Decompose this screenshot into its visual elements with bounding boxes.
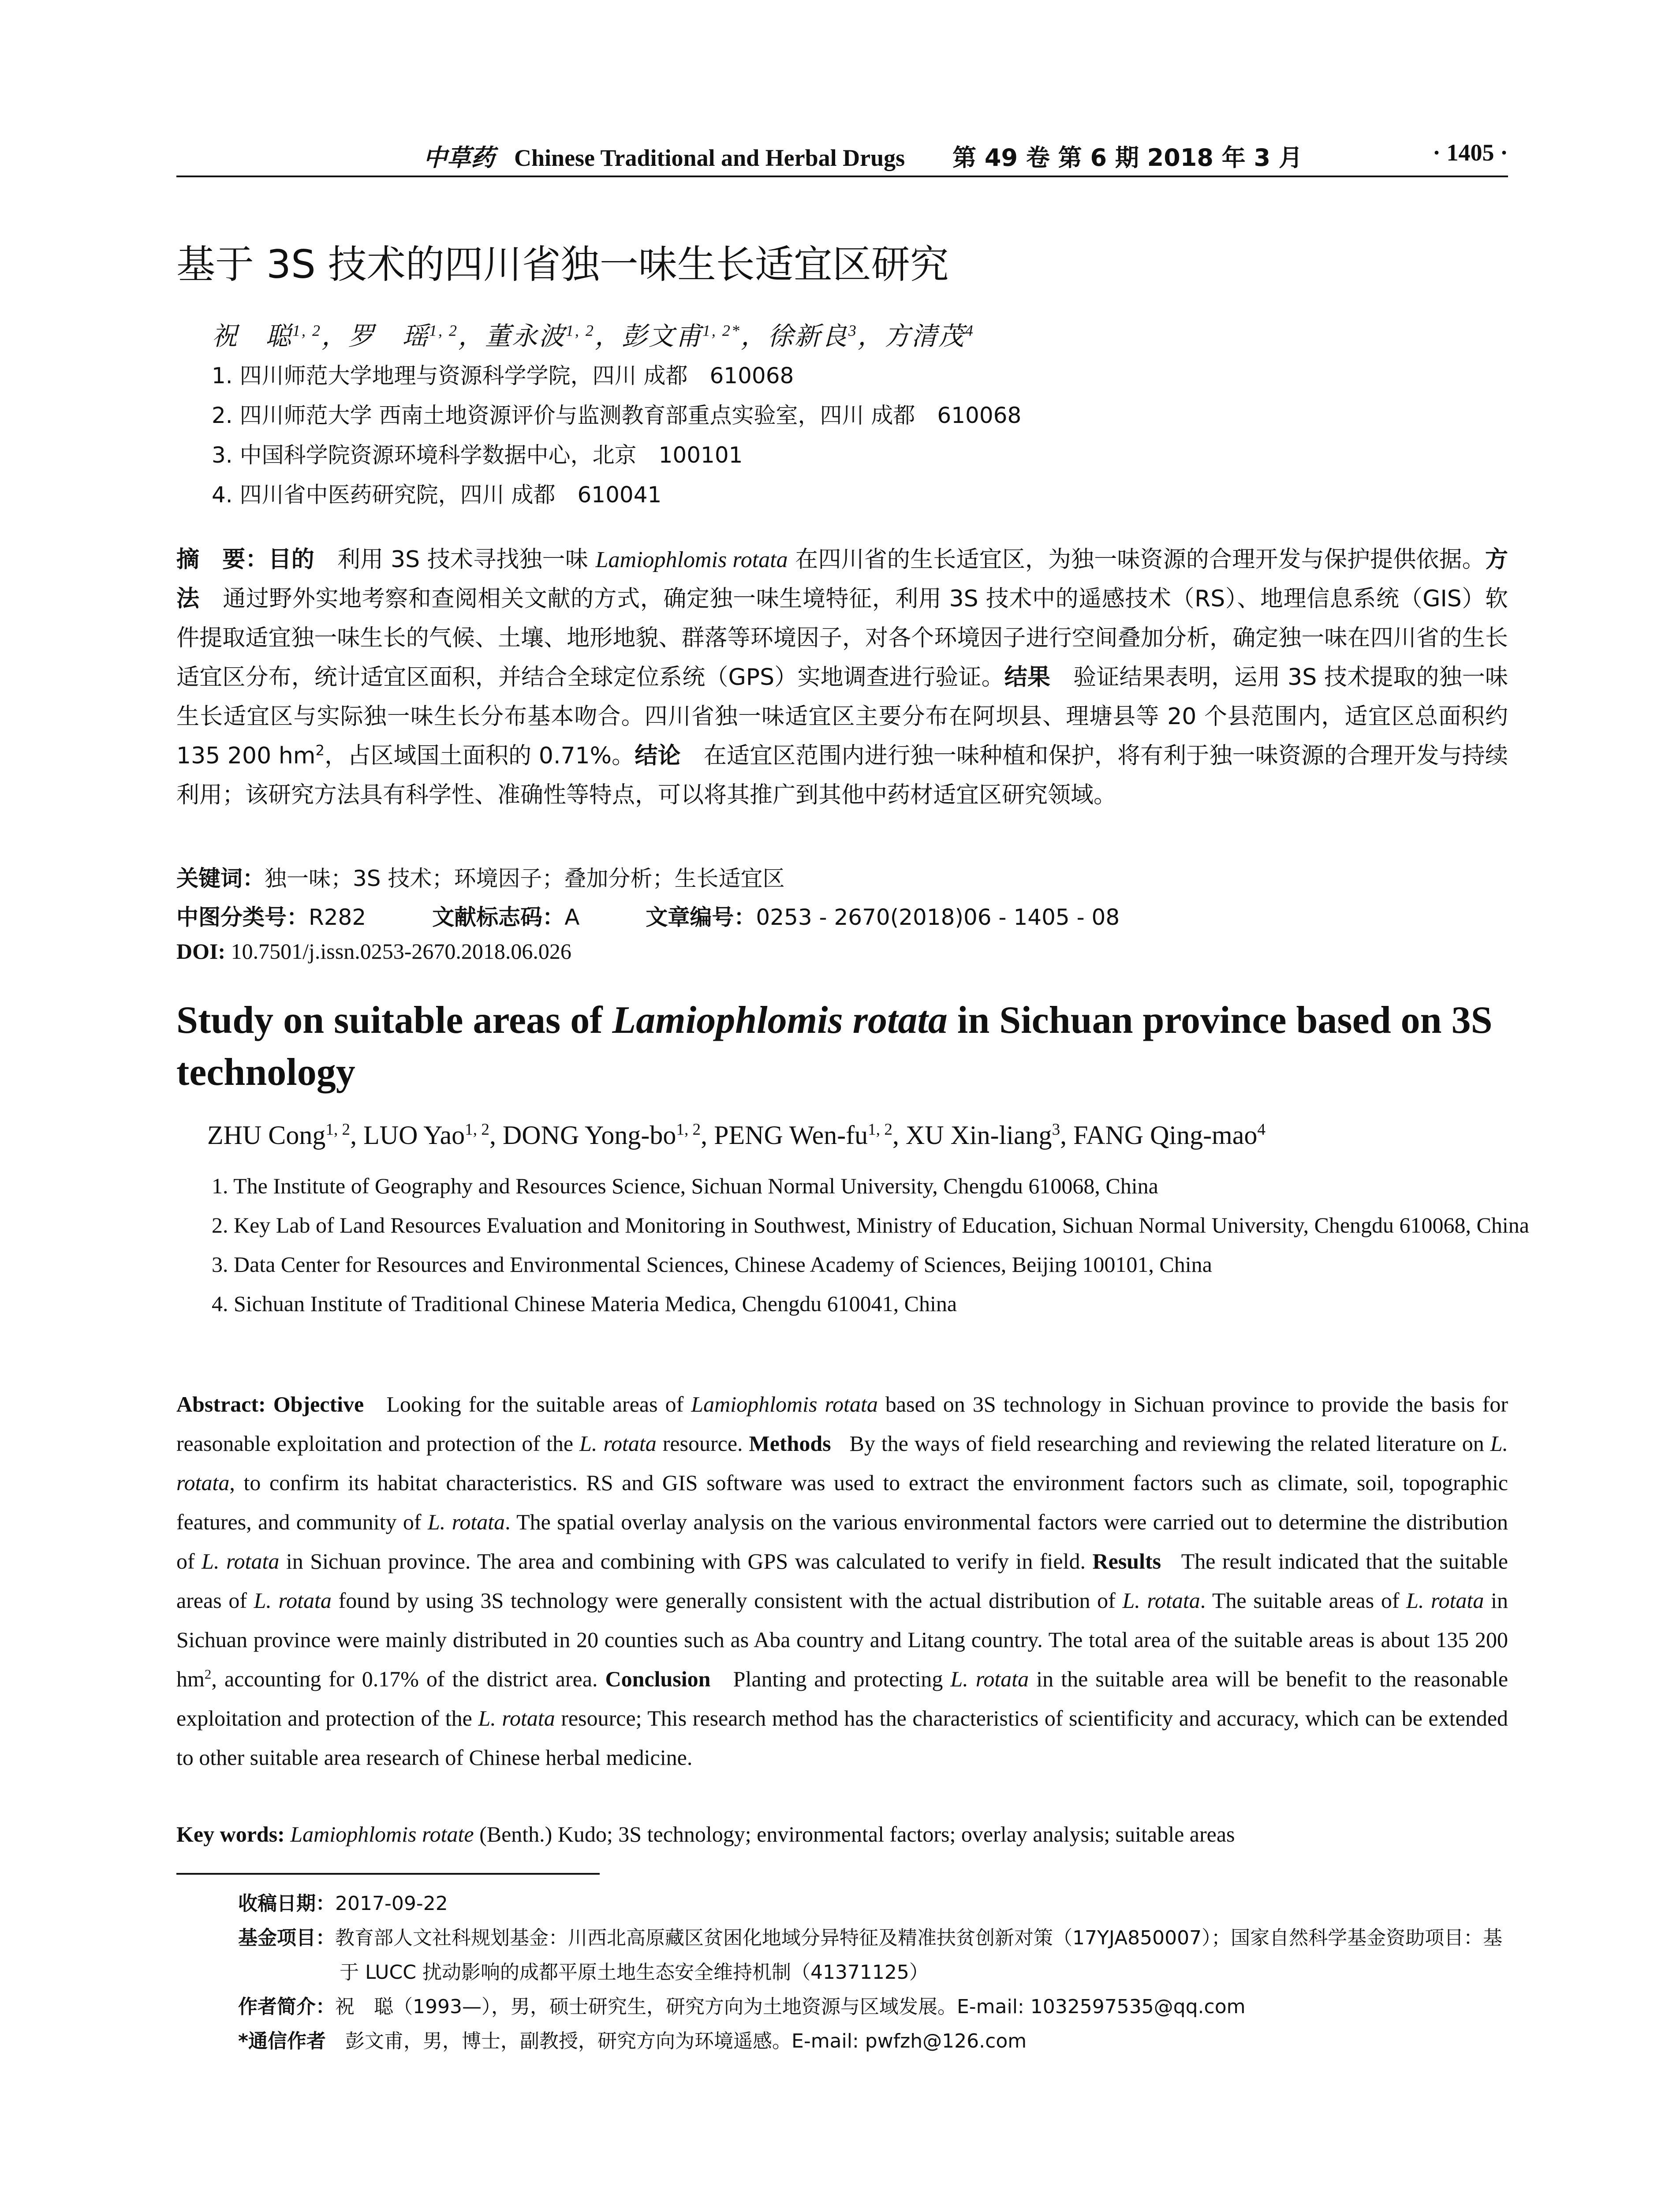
author-cn-sup: 1, 2 [565,321,595,340]
author-en: FANG Qing-mao [1073,1121,1258,1150]
methods-en-label: Methods [749,1431,831,1456]
author-cn-sup: 1, 2 [292,321,321,340]
keywords-en-label: Key words: [176,1822,285,1846]
keywords-en [176,1821,1235,1847]
classification-line [176,900,1120,931]
objective-en-label: Objective [273,1392,364,1416]
authors-cn: 祝 聪$^{1, 2}$，罗 瑶$^{1, 2}$，董永波$^{1, 2}$，彭文甫$^{1, 2*}$，徐新良$^3$，方清茂$^4$ [212,321,974,351]
species-name: Lamiophlomis rotata [595,547,788,572]
species-name: Lamiophlomis rotata [691,1392,878,1416]
affiliation-cn: 4. 四川省中医药研究院，四川 成都 610041 [212,482,662,508]
footnotes [238,1887,1508,2059]
abstract-cn-label: 摘 要： [176,546,269,573]
results-en-label: Results [1092,1549,1161,1573]
doi-line [176,938,571,964]
abstract-en-text: resource. [656,1431,743,1456]
footnote-rule [176,1873,600,1875]
objective-cn-text: 在四川省的生长适宜区，为独一味资源的合理开发与保护提供依据。 [788,546,1485,573]
title-en [176,994,1508,1099]
superscript: 2 [315,742,325,759]
methods-cn-text: 通过野外实地考察和查阅相关文献的方式，确定独一味生境特征，利用 3S 技术中的遥感技术（RS）、地理信息系统（GIS）软件提取适宜独一味生长的气候、土壤、地形地貌、群落等环境因子，对各个环境因子进行空间叠加分析，确定独一味在四川省的生长适宜区分布，统计适宜区面积，并结合全球定位系统（GPS）实地调查进行验证。 [176,586,1508,691]
abstract-en-text: Looking for the suitable areas of [386,1392,691,1416]
received-value: 2017-09-22 [335,1892,448,1915]
author-cn-sup: 1, 2* [702,321,741,340]
keywords-cn-value: 独一味；3S 技术；环境因子；叠加分析；生长适宜区 [265,866,785,891]
author-cn: 方清茂 [884,322,965,351]
affiliation-en: 1. The Institute of Geography and Resources Science, Sichuan Normal University, Chengdu 610068, China [212,1174,1158,1198]
clc-value: R282 [309,904,366,930]
keywords-cn [176,861,784,893]
species-short-name: L. rotata [254,1588,332,1613]
doc-code-value: A [564,904,580,930]
abstract-en-text: in Sichuan province. The area and combining with GPS was calculated to verify in field. [279,1549,1086,1573]
author-cn: 徐新良 [767,322,848,351]
author-cn: 罗 瑶 [348,322,429,351]
affiliation-en: 4. Sichuan Institute of Traditional Chinese Materia Medica, Chengdu 610041, China [212,1291,957,1316]
running-header [176,139,1508,174]
article-no-value: 0253 - 2670(2018)06 - 1405 - 08 [756,904,1120,930]
corresponding-label: *通信作者 [238,2030,326,2052]
page-number: · 1405 · [1432,139,1508,166]
abstract-en-text: The result indicated that the suitable areas of [176,1549,1508,1613]
doc-code-label: 文献标志码： [432,904,565,930]
journal-name-cn: 中草药 [423,143,495,172]
clc-label: 中图分类号： [176,904,309,930]
author-en: DONG Yong-bo [502,1121,676,1150]
keywords-en-value: (Benth.) Kudo; 3S technology; environmental factors; overlay analysis; suitable areas [474,1822,1235,1846]
keywords-en-species: Lamiophlomis rotate [290,1822,474,1846]
title-cn: 基于 3S 技术的四川省独一味生长适宜区研究 [176,242,949,287]
author-cn-sup: 3 [848,321,858,340]
author-en-sup: 3 [1052,1121,1060,1139]
fund-value: 教育部人文社科规划基金：川西北高原藏区贫困化地域分异特征及精准扶贫创新对策（17YJA850007）；国家自然科学基金资助项目：基于 LUCC 扰动影响的成都平原土地生态安全维持机制（41371125） [335,1927,1503,1984]
title-en-text: in Sichuan province based on 3S technology [176,999,1493,1094]
species-short-name: L. rotata [579,1431,657,1456]
affiliation-en: 3. Data Center for Resources and Environmental Sciences, Chinese Academy of Sciences, Beijing 100101, China [212,1252,1212,1277]
species-short-name: L. rotata [176,1431,1508,1495]
author-cn: 董永波 [485,322,566,351]
corresponding-value: 彭文甫，男，博士，副教授，研究方向为环境遥感。E-mail: pwfzh@126.com [345,2030,1027,2052]
author-en-sup: 4 [1257,1121,1266,1139]
issue-info: 第 49 卷 第 6 期 2018 年 3 月 [952,144,1303,172]
abstract-en [176,1385,1508,1777]
author-en: XU Xin-liang [905,1121,1052,1150]
author-en: LUO Yao [363,1121,465,1150]
doi-value[interactable]: 10.7501/j.issn.0253-2670.2018.06.026 [231,939,571,964]
author-cn: 祝 聪 [212,322,293,351]
abstract-en-text: resource; This research method has the characteristics of scientificity and accuracy, which can be extended to other suitable area research of Chinese herbal medicine. [176,1706,1508,1770]
footnote-corresponding [238,2024,1508,2059]
results-cn-text: ，占区域国土面积的 0.71%。 [324,743,635,769]
header-rule [176,176,1508,177]
authors-en: ZHU Cong$^{1, 2}$, LUO Yao$^{1, 2}$, DONG Yong-bo$^{1, 2}$, PENG Wen-fu$^{1, 2}$, XU Xin-liang$^3$, FANG Qing-mao$^4$ [207,1121,1266,1150]
species-short-name: L. rotata [1406,1588,1484,1613]
abstract-en-text: Planting and protecting [733,1667,951,1691]
abstract-en-text: . The spatial overlay analysis on the various environmental factors were carried out to determine the distribution of [176,1510,1508,1573]
footnote-fund [238,1921,1508,1990]
author-bio-label: 作者简介： [238,1996,335,2018]
doi-label: DOI: [176,939,226,964]
methods-cn-label: 方法 [176,546,1508,612]
title-en-text: Study on suitable areas of [176,999,612,1042]
abstract-en-text: By the ways of field researching and reviewing the related literature on [849,1431,1490,1456]
species-short-name: L. rotata [202,1549,280,1573]
abstract-en-text: . The suitable areas of [1200,1588,1407,1613]
keywords-cn-label: 关键词： [176,866,265,891]
footnote-received [238,1887,1508,1921]
species-short-name: L. rotata [478,1706,555,1730]
affiliation-en: 2. Key Lab of Land Resources Evaluation and Monitoring in Southwest, Ministry of Education, Sichuan Normal University, Chengdu 610068, China [212,1213,1529,1237]
abstract-en-text: in the suitable area will be benefit to the reasonable exploitation and protection of the [176,1667,1508,1730]
fund-label: 基金项目： [238,1927,335,1949]
species-short-name: L. rotata [428,1510,505,1534]
abstract-en-text: in Sichuan province were mainly distributed in 20 counties such as Aba country and Litang country. The total area of the suitable areas is about 135 200 hm [176,1588,1508,1691]
journal-name-en: Chinese Traditional and Herbal Drugs [514,145,905,171]
author-cn-sup: 1, 2 [429,321,458,340]
author-en: PENG Wen-fu [714,1121,868,1150]
results-cn-text: 验证结果表明，运用 3S 技术提取的独一味生长适宜区与实际独一味生长分布基本吻合。四川省独一味适宜区主要分布在阿坝县、理塘县等 20 个县范围内，适宜区总面积约 135 200 hm [176,664,1508,769]
conclusion-en-label: Conclusion [605,1667,711,1691]
species-short-name: L. rotata [950,1667,1029,1691]
affiliation-cn: 2. 四川师范大学 西南土地资源评价与监测教育部重点实验室，四川 成都 610068 [212,403,1022,428]
results-cn-label: 结果 [1004,664,1051,691]
abstract-en-text: , to confirm its habitat characteristics. RS and GIS software was used to extract the environment factors such as climate, soil, topographic features, and community of [176,1470,1508,1534]
affiliation-cn: 1. 四川师范大学地理与资源科学学院，四川 成都 610068 [212,363,794,389]
author-en-sup: 1, 2 [868,1121,892,1139]
superscript: 2 [204,1666,212,1682]
affiliations-cn [212,358,1021,517]
abstract-en-text: based on 3S technology in Sichuan province to provide the basis for reasonable exploitation and protection of the [176,1392,1508,1456]
objective-cn-text: 利用 3S 技术寻找独一味 [337,546,596,573]
author-cn: 彭文甫 [621,322,702,351]
title-en-species: Lamiophlomis rotata [612,999,948,1042]
article-no-label: 文章编号： [646,904,756,930]
author-en-sup: 1, 2 [676,1121,701,1139]
author-en: ZHU Cong [207,1121,326,1150]
conclusion-cn-text: 在适宜区范围内进行独一味种植和保护，将有利于独一味资源的合理开发与持续利用；该研究方法具有科学性、准确性等特点，可以将其推广到其他中药材适宜区研究领域。 [176,743,1508,808]
journal-masthead [423,139,1303,173]
abstract-en-text: found by using 3S technology were generally consistent with the actual distribution of [331,1588,1123,1613]
conclusion-cn-label: 结论 [635,743,681,769]
affiliations-en [212,1166,1541,1323]
abstract-en-label: Abstract: [176,1392,266,1416]
author-cn-sup: 4 [965,321,974,340]
abstract-en-text: , accounting for 0.17% of the district area. [211,1667,598,1691]
author-bio-value: 祝 聪（1993—），男，硕士研究生，研究方向为土地资源与区域发展。E-mail: 1032597535@qq.com [335,1996,1246,2018]
affiliation-cn: 3. 中国科学院资源环境科学数据中心，北京 100101 [212,442,743,468]
abstract-cn [176,540,1508,815]
author-en-sup: 1, 2 [325,1121,351,1139]
received-label: 收稿日期： [238,1892,335,1915]
author-en-sup: 1, 2 [465,1121,489,1139]
objective-cn-label: 目的 [268,546,314,573]
footnote-author [238,1990,1508,2024]
species-short-name: L. rotata [1122,1588,1200,1613]
